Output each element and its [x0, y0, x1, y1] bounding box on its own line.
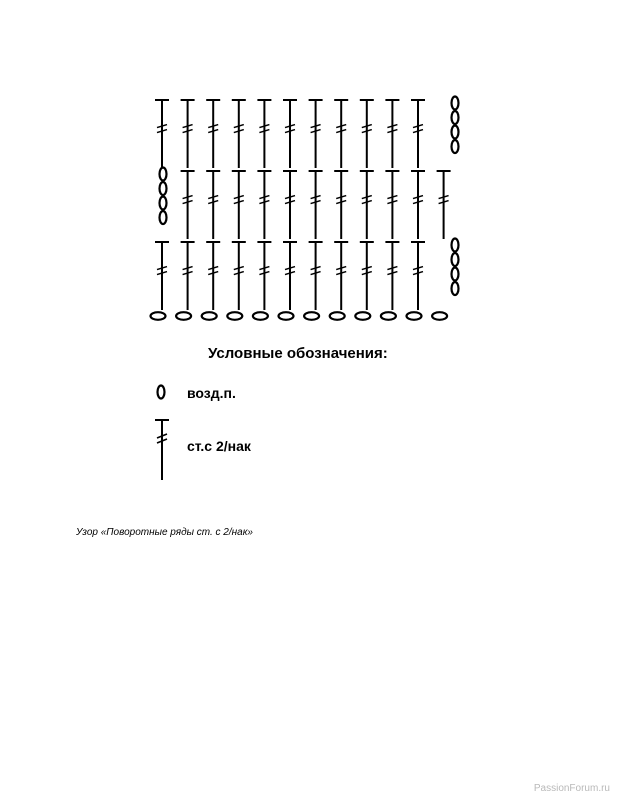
- double-crochet-stitch: [181, 242, 195, 310]
- double-crochet-stitch: [334, 100, 348, 168]
- double-crochet-stitch: [437, 171, 451, 239]
- double-crochet-stitch: [283, 171, 297, 239]
- foundation-chain: [253, 312, 268, 320]
- foundation-chain: [304, 312, 319, 320]
- legend-title: Условные обозначения:: [208, 345, 388, 362]
- foundation-chain: [432, 312, 447, 320]
- double-crochet-stitch: [360, 171, 374, 239]
- double-crochet-stitch: [181, 100, 195, 168]
- legend-label-double-crochet: ст.с 2/нак: [187, 438, 251, 454]
- double-crochet-stitch: [334, 242, 348, 310]
- double-crochet-stitch: [411, 171, 425, 239]
- foundation-chain: [381, 312, 396, 320]
- double-crochet-stitch: [206, 100, 220, 168]
- chain-stitch: [452, 268, 459, 281]
- double-crochet-stitch: [360, 242, 374, 310]
- double-crochet-stitch: [411, 242, 425, 310]
- double-crochet-stitch: [232, 171, 246, 239]
- chain-stitch: [160, 197, 167, 210]
- double-crochet-stitch: [155, 100, 169, 168]
- double-crochet-stitch: [155, 242, 169, 310]
- chain-stitch-icon: [150, 378, 174, 408]
- double-crochet-stitch: [385, 100, 399, 168]
- double-crochet-stitch: [283, 100, 297, 168]
- chain-stitch: [452, 140, 459, 153]
- double-crochet-icon: [150, 418, 174, 482]
- chain-stitch: [452, 253, 459, 266]
- foundation-chain: [176, 312, 191, 320]
- double-crochet-stitch: [257, 100, 271, 168]
- foundation-chain: [355, 312, 370, 320]
- double-crochet-stitch: [257, 242, 271, 310]
- chain-stitch: [452, 97, 459, 110]
- double-crochet-stitch: [257, 171, 271, 239]
- chain-stitch: [452, 239, 459, 252]
- double-crochet-stitch: [232, 242, 246, 310]
- foundation-chain: [202, 312, 217, 320]
- double-crochet-stitch: [283, 242, 297, 310]
- double-crochet-stitch: [360, 100, 374, 168]
- chain-stitch: [160, 182, 167, 195]
- double-crochet-stitch: [385, 171, 399, 239]
- double-crochet-stitch: [309, 171, 323, 239]
- chain-stitch: [452, 282, 459, 295]
- chain-stitch: [452, 111, 459, 124]
- foundation-chain: [151, 312, 166, 320]
- double-crochet-stitch: [232, 100, 246, 168]
- chain-stitch: [160, 168, 167, 181]
- foundation-chain: [227, 312, 242, 320]
- double-crochet-stitch: [411, 100, 425, 168]
- double-crochet-stitch: [206, 171, 220, 239]
- double-crochet-stitch: [181, 171, 195, 239]
- foundation-chain: [279, 312, 294, 320]
- double-crochet-stitch: [309, 242, 323, 310]
- double-crochet-stitch: [206, 242, 220, 310]
- watermark: PassionForum.ru: [533, 783, 610, 794]
- double-crochet-stitch: [309, 100, 323, 168]
- chain-stitch: [160, 211, 167, 224]
- figure-caption: Узор «Поворотные ряды ст. с 2/нак»: [76, 527, 253, 538]
- double-crochet-stitch: [385, 242, 399, 310]
- foundation-chain: [407, 312, 422, 320]
- double-crochet-stitch: [334, 171, 348, 239]
- chain-stitch: [452, 126, 459, 139]
- legend-label-chain: возд.п.: [187, 385, 236, 401]
- foundation-chain: [330, 312, 345, 320]
